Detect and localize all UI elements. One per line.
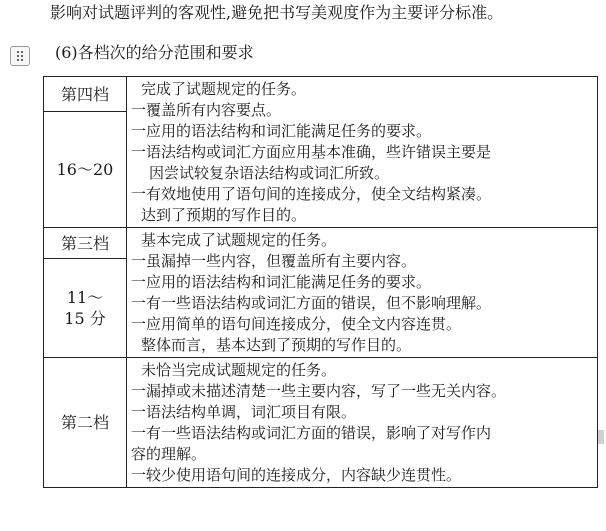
table-row [44,77,598,112]
band-name: 第二档 [44,358,127,488]
criterion-line: 一语法结构单调，词汇项目有限。 [131,403,357,421]
scrollbar-thumb[interactable] [598,430,604,444]
table-row [44,228,598,259]
table-row [44,358,598,488]
criterion-line: 一语法结构或词汇方面应用基本准确，些许错误主要是 [131,143,492,161]
criterion-line: 未恰当完成试题规定的任务。 [141,361,337,379]
criterion-line: 一应用的语法结构和词汇能满足任务的要求。 [131,122,432,140]
criterion-line: 一应用的语法结构和词汇能满足任务的要求。 [131,273,432,291]
scoring-table-wrapper [43,76,598,488]
drag-handle-icon[interactable] [10,46,30,66]
band-description [127,228,598,358]
section-heading: (6)各档次的给分范围和要求 [55,43,254,62]
criterion-line: 一漏掉或未描述清楚一些主要内容，写了一些无关内容。 [131,382,507,400]
criterion-line: 因尝试较复杂语法结构或词汇所致。 [149,164,390,182]
criterion-line: 一应用简单的语句间连接成分，使全文内容连贯。 [131,315,462,333]
band-name: 第三档 [44,228,127,259]
intro-text: 影响对试题评判的客观性,避免把书写美观度作为主要评分标准。 [50,3,504,22]
criterion-line: 一有效地使用了语句间的连接成分，使全文结构紧凑。 [131,185,492,203]
band-description [127,358,598,488]
criterion-line: 一虽漏掉一些内容，但覆盖所有主要内容。 [131,252,417,270]
criterion-line: 一有一些语法结构或词汇方面的错误，但不影响理解。 [131,294,492,312]
criterion-line: 整体而言，基本达到了预期的写作目的。 [141,336,412,354]
band-description [127,77,598,228]
criterion-line: 一较少使用语句间的连接成分，内容缺少连贯性。 [131,466,462,484]
criterion-line: 一有一些语法结构或词汇方面的错误，影响了对写作内 [131,424,492,442]
criterion-line: 完成了试题规定的任务。 [141,80,307,98]
criterion-line: 一覆盖所有内容要点。 [131,101,282,119]
criterion-line: 达到了预期的写作目的。 [141,206,307,224]
dots-grid-icon [15,50,25,62]
criterion-line: 基本完成了试题规定的任务。 [141,231,337,249]
scoring-table [43,76,598,488]
band-score-range: 16～20 [44,112,127,228]
band-score-range: 11～15 分 [44,259,127,358]
band-name: 第四档 [44,77,127,112]
criterion-line: 容的理解。 [131,445,207,463]
